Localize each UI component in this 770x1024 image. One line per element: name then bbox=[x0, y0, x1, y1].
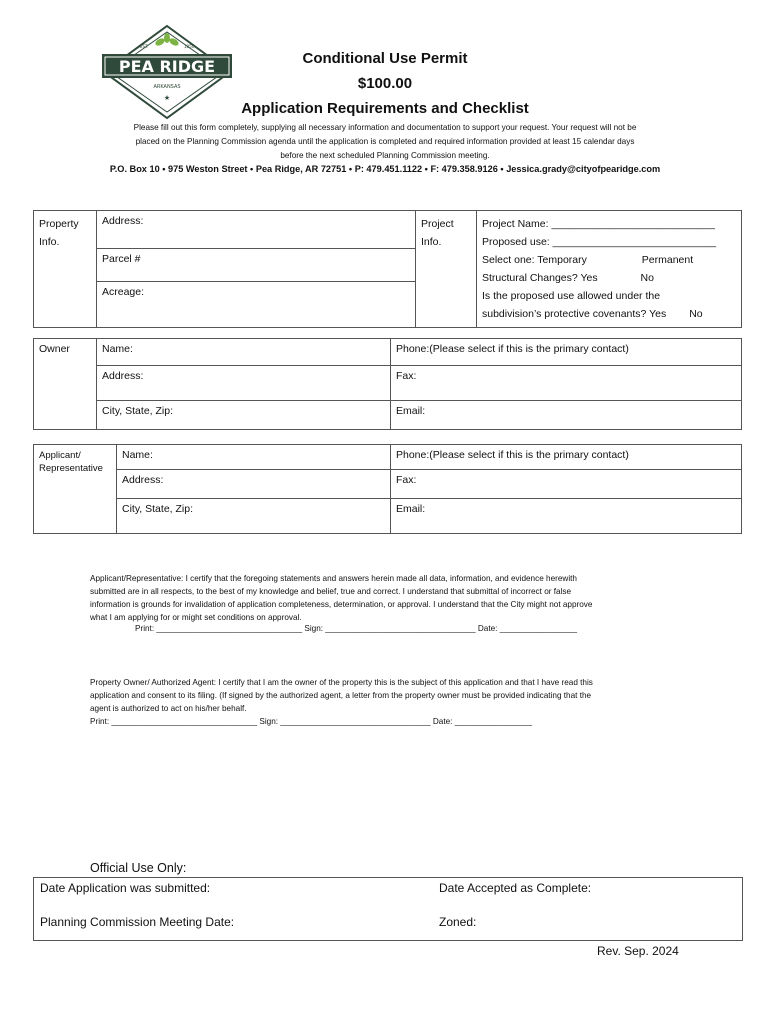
meeting-date-field[interactable]: Planning Commission Meeting Date: bbox=[40, 915, 235, 929]
covenant-question: Is the proposed use allowed under the bbox=[482, 290, 661, 302]
project-details bbox=[477, 211, 742, 328]
select-permanent[interactable]: Permanent bbox=[641, 254, 694, 266]
date-accepted-field[interactable]: Date Accepted as Complete: bbox=[439, 881, 592, 895]
date-submitted-field[interactable]: Date Application was submitted: bbox=[40, 881, 211, 895]
applicant-fax-field[interactable]: Fax: bbox=[391, 470, 742, 499]
property-address-field[interactable]: Address: bbox=[97, 211, 416, 249]
form-subtitle: Application Requirements and Checklist bbox=[241, 100, 529, 117]
property-info-label: Property Info. bbox=[34, 211, 97, 328]
applicant-certification: Applicant/Representative: I certify that the foregoing statements and answers herein made all data, information, and evidence herewith submitted are in all respects, to the best of my knowledge and belief, true and correct. I understand that submittal of incorrect or false information is grounds for invalidation of application completeness, determination, or approval. I understand that the City might not approve what I am applying for or might set conditions on approval. bbox=[90, 574, 593, 622]
logo-subtitle: ARKANSAS bbox=[153, 84, 181, 90]
form-title: Conditional Use Permit bbox=[302, 50, 468, 67]
applicant-name-field[interactable]: Name: bbox=[117, 445, 391, 470]
structural-changes-yes[interactable]: Structural Changes? Yes bbox=[482, 272, 598, 284]
applicant-signature-line[interactable]: Print: ________________________________ Sign: _________________________________ Date: _________________ bbox=[135, 624, 578, 633]
zoned-field[interactable]: Zoned: bbox=[439, 915, 477, 929]
applicant-label: Applicant/ Representative bbox=[34, 445, 117, 534]
contact-address-line: P.O. Box 10 • 975 Weston Street • Pea Ridge, AR 72751 • P: 479.451.1122 • F: 479.358.9126 • Jessica.grady@cityofpearidge.com bbox=[109, 164, 661, 174]
select-temporary[interactable]: Select one: Temporary bbox=[482, 254, 587, 266]
applicant-table bbox=[33, 444, 742, 534]
acreage-field[interactable]: Acreage: bbox=[97, 282, 416, 328]
applicant-address-field[interactable]: Address: bbox=[117, 470, 391, 499]
owner-email-field[interactable]: Email: bbox=[391, 401, 742, 430]
owner-phone-field[interactable]: Phone:(Please select if this is the primary contact) bbox=[391, 339, 742, 366]
official-use-label: Official Use Only: bbox=[90, 861, 187, 875]
official-use-box bbox=[33, 877, 743, 941]
owner-table bbox=[33, 338, 742, 430]
structural-changes-no[interactable]: No bbox=[640, 272, 654, 284]
covenant-yes[interactable]: subdivision’s protective covenants? Yes bbox=[482, 308, 667, 320]
project-name-field[interactable]: Project Name: ____________________________ bbox=[482, 218, 715, 230]
svg-text:★: ★ bbox=[163, 95, 171, 102]
owner-signature-line[interactable]: Print: ________________________________ Sign: _________________________________ Date: _________________ bbox=[90, 717, 533, 726]
logo-year: 1850 bbox=[184, 44, 195, 49]
logo-est: EST. bbox=[140, 44, 149, 49]
owner-certification: Property Owner/ Authorized Agent: I certify that I am the owner of the property this is the subject of this application and that I have read this application and consent to its filing. (If signed by the authorized agent, a letter from the property owner must be provided indicating that the agent is authorized to act on his/her behalf. bbox=[90, 678, 593, 713]
covenant-no[interactable]: No bbox=[689, 308, 703, 320]
parcel-field[interactable]: Parcel # bbox=[97, 248, 416, 282]
applicant-city-field[interactable]: City, State, Zip: bbox=[117, 499, 391, 534]
owner-name-field[interactable]: Name: bbox=[97, 339, 391, 366]
owner-label: Owner bbox=[34, 339, 97, 430]
proposed-use-field[interactable]: Proposed use: ____________________________ bbox=[482, 236, 717, 248]
owner-fax-field[interactable]: Fax: bbox=[391, 366, 742, 401]
applicant-email-field[interactable]: Email: bbox=[391, 499, 742, 534]
owner-city-field[interactable]: City, State, Zip: bbox=[97, 401, 391, 430]
revision-date: Rev. Sep. 2024 bbox=[597, 944, 679, 958]
owner-address-field[interactable]: Address: bbox=[97, 366, 391, 401]
logo-name: PEA RIDGE bbox=[118, 57, 216, 76]
project-info-label: Project Info. bbox=[416, 211, 477, 328]
fee: $100.00 bbox=[357, 75, 413, 92]
property-info-table bbox=[33, 210, 742, 328]
applicant-phone-field[interactable]: Phone:(Please select if this is the primary contact) bbox=[391, 445, 742, 470]
intro-text: Please fill out this form completely, supplying all necessary information and documentation to support your request. Your request will not be placed on the Planning Commission agenda until the application is completed and required information provided at least 15 calendar days before the next scheduled Planning Commission meeting. bbox=[133, 123, 637, 160]
